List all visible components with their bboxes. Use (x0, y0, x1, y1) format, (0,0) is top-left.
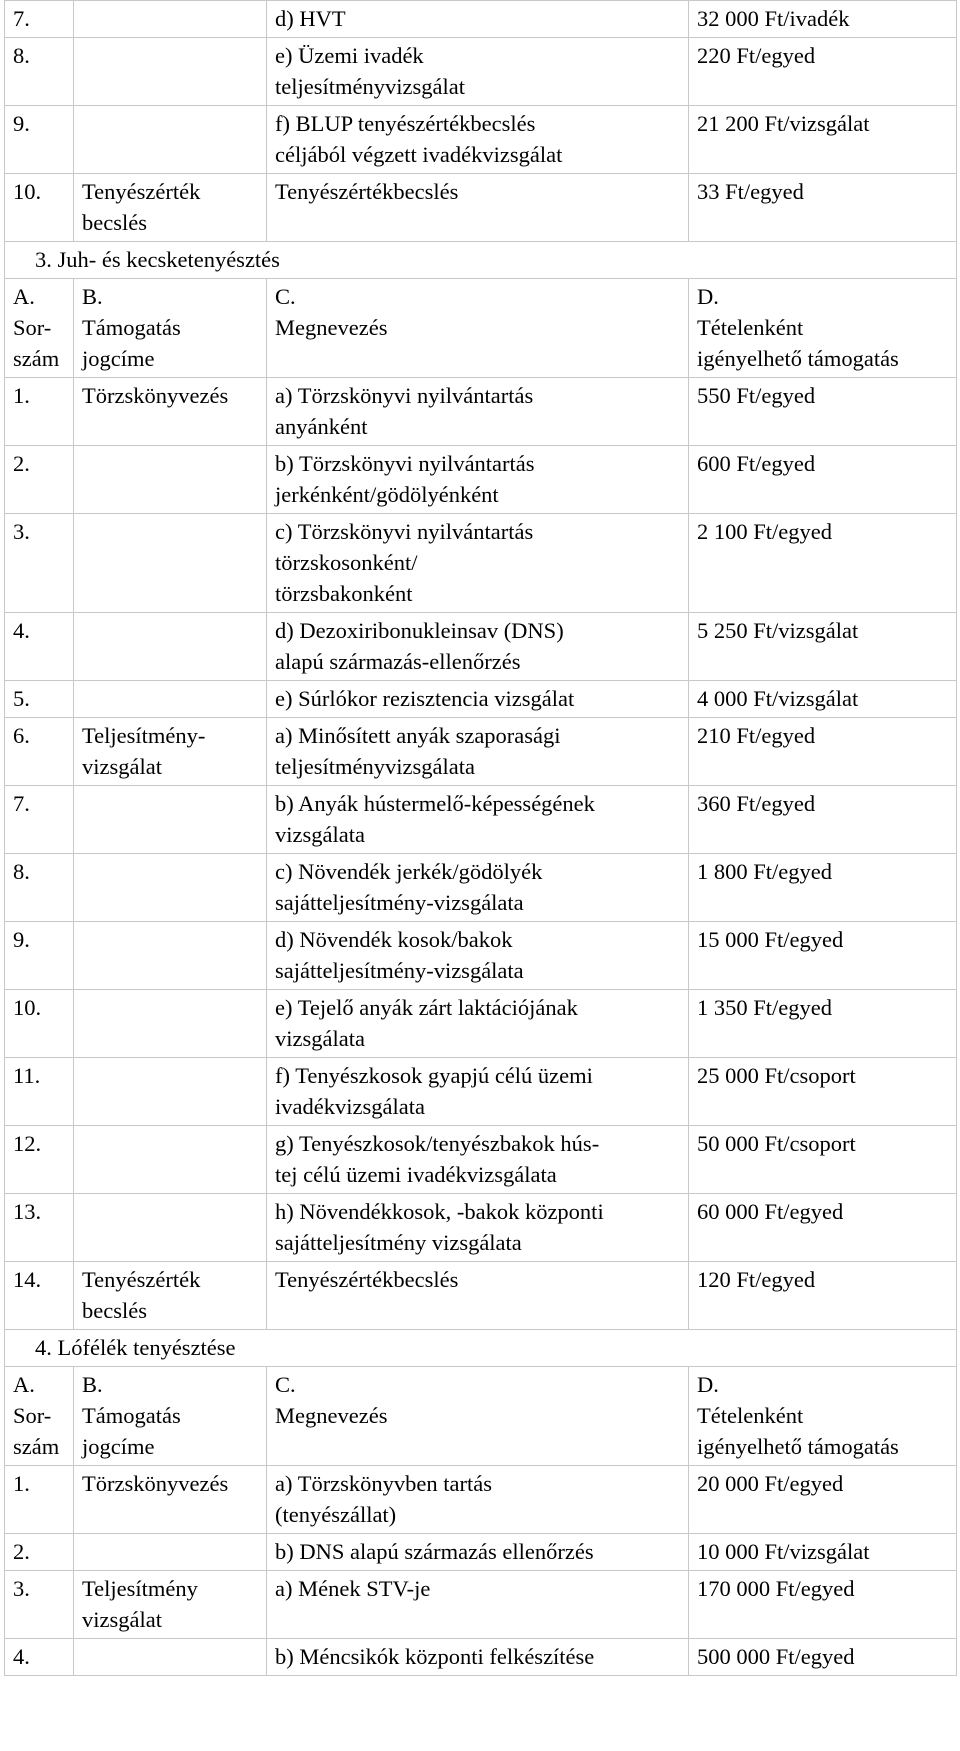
support-title (74, 1, 267, 38)
support-title (74, 1639, 267, 1676)
item-name: e) Tejelő anyák zárt laktációjának vizsgálata (267, 990, 689, 1058)
table-row (5, 990, 957, 1058)
support-title (74, 446, 267, 514)
table-row (5, 922, 957, 990)
table-row (5, 1534, 957, 1571)
table-row (5, 854, 957, 922)
support-title: Törzskönyvezés (74, 378, 267, 446)
item-name: a) Törzskönyvi nyilvántartás anyánként (267, 378, 689, 446)
section-title-row (5, 242, 957, 279)
column-header-a: A. Sor- szám (5, 1367, 74, 1466)
table-row (5, 1, 957, 38)
support-title (74, 854, 267, 922)
support-amount: 210 Ft/egyed (689, 718, 957, 786)
row-number: 1. (5, 1466, 74, 1534)
support-amount: 21 200 Ft/vizsgálat (689, 106, 957, 174)
support-title: Tenyészérték becslés (74, 1262, 267, 1330)
support-title (74, 786, 267, 854)
row-number: 3. (5, 1571, 74, 1639)
item-name: d) Növendék kosok/bakok sajátteljesítmény-vizsgálata (267, 922, 689, 990)
support-title: Törzskönyvezés (74, 1466, 267, 1534)
support-amount: 170 000 Ft/egyed (689, 1571, 957, 1639)
support-title (74, 681, 267, 718)
support-title (74, 922, 267, 990)
column-header-a: A. Sor- szám (5, 279, 74, 378)
column-header-b: B. Támogatás jogcíme (74, 1367, 267, 1466)
item-name: d) Dezoxiribonukleinsav (DNS) alapú származás-ellenőrzés (267, 613, 689, 681)
column-header-c: C. Megnevezés (267, 279, 689, 378)
row-number: 2. (5, 446, 74, 514)
support-amount: 550 Ft/egyed (689, 378, 957, 446)
support-amount: 220 Ft/egyed (689, 38, 957, 106)
support-title (74, 514, 267, 613)
column-header-row (5, 279, 957, 378)
support-amount: 1 800 Ft/egyed (689, 854, 957, 922)
support-amount: 600 Ft/egyed (689, 446, 957, 514)
row-number: 11. (5, 1058, 74, 1126)
item-name: d) HVT (267, 1, 689, 38)
support-amount: 60 000 Ft/egyed (689, 1194, 957, 1262)
support-title (74, 990, 267, 1058)
table-row (5, 1466, 957, 1534)
table-row (5, 718, 957, 786)
item-name: Tenyészértékbecslés (267, 174, 689, 242)
support-rates-table (4, 0, 957, 1676)
support-title (74, 1126, 267, 1194)
item-name: g) Tenyészkosok/tenyészbakok hús- tej célú üzemi ivadékvizsgálata (267, 1126, 689, 1194)
table-row (5, 174, 957, 242)
column-header-row (5, 1367, 957, 1466)
support-amount: 10 000 Ft/vizsgálat (689, 1534, 957, 1571)
table-row (5, 1639, 957, 1676)
row-number: 4. (5, 613, 74, 681)
table-row (5, 613, 957, 681)
item-name: c) Növendék jerkék/gödölyék sajátteljesítmény-vizsgálata (267, 854, 689, 922)
table-row (5, 1126, 957, 1194)
row-number: 7. (5, 786, 74, 854)
table-row (5, 1194, 957, 1262)
support-amount: 120 Ft/egyed (689, 1262, 957, 1330)
item-name: Tenyészértékbecslés (267, 1262, 689, 1330)
item-name: b) Anyák hústermelő-képességének vizsgálata (267, 786, 689, 854)
item-name: a) Minősített anyák szaporasági teljesítményvizsgálata (267, 718, 689, 786)
table-body (5, 1, 957, 1676)
support-title (74, 1534, 267, 1571)
table-row (5, 38, 957, 106)
row-number: 6. (5, 718, 74, 786)
support-title: Teljesítmény- vizsgálat (74, 718, 267, 786)
row-number: 2. (5, 1534, 74, 1571)
item-name: b) Törzskönyvi nyilvántartás jerkénként/gödölyénként (267, 446, 689, 514)
row-number: 1. (5, 378, 74, 446)
row-number: 9. (5, 106, 74, 174)
support-amount: 32 000 Ft/ivadék (689, 1, 957, 38)
support-title (74, 1194, 267, 1262)
row-number: 8. (5, 854, 74, 922)
item-name: f) BLUP tenyészértékbecslés céljából végzett ivadékvizsgálat (267, 106, 689, 174)
row-number: 14. (5, 1262, 74, 1330)
item-name: c) Törzskönyvi nyilvántartás törzskosonként/ törzsbakonként (267, 514, 689, 613)
column-header-b: B. Támogatás jogcíme (74, 279, 267, 378)
table-row (5, 514, 957, 613)
table-row (5, 786, 957, 854)
column-header-c: C. Megnevezés (267, 1367, 689, 1466)
support-title: Teljesítmény vizsgálat (74, 1571, 267, 1639)
row-number: 7. (5, 1, 74, 38)
row-number: 10. (5, 174, 74, 242)
section-title: 3. Juh- és kecsketenyésztés (5, 242, 957, 279)
row-number: 8. (5, 38, 74, 106)
table-row (5, 1058, 957, 1126)
row-number: 13. (5, 1194, 74, 1262)
support-title (74, 613, 267, 681)
support-amount: 33 Ft/egyed (689, 174, 957, 242)
support-amount: 500 000 Ft/egyed (689, 1639, 957, 1676)
support-title (74, 106, 267, 174)
item-name: h) Növendékkosok, -bakok központi sajátteljesítmény vizsgálata (267, 1194, 689, 1262)
item-name: a) Mének STV-je (267, 1571, 689, 1639)
column-header-d: D. Tételenként igényelhető támogatás (689, 279, 957, 378)
support-amount: 1 350 Ft/egyed (689, 990, 957, 1058)
item-name: e) Súrlókor rezisztencia vizsgálat (267, 681, 689, 718)
item-name: a) Törzskönyvben tartás (tenyészállat) (267, 1466, 689, 1534)
item-name: b) DNS alapú származás ellenőrzés (267, 1534, 689, 1571)
item-name: f) Tenyészkosok gyapjú célú üzemi ivadékvizsgálata (267, 1058, 689, 1126)
support-amount: 20 000 Ft/egyed (689, 1466, 957, 1534)
row-number: 5. (5, 681, 74, 718)
support-amount: 360 Ft/egyed (689, 786, 957, 854)
table-row (5, 1571, 957, 1639)
table-row (5, 378, 957, 446)
support-title (74, 38, 267, 106)
row-number: 4. (5, 1639, 74, 1676)
table-row (5, 1262, 957, 1330)
row-number: 9. (5, 922, 74, 990)
support-title: Tenyészérték becslés (74, 174, 267, 242)
table-row (5, 681, 957, 718)
column-header-d: D. Tételenként igényelhető támogatás (689, 1367, 957, 1466)
section-title: 4. Lófélék tenyésztése (5, 1330, 957, 1367)
support-amount: 5 250 Ft/vizsgálat (689, 613, 957, 681)
support-amount: 25 000 Ft/csoport (689, 1058, 957, 1126)
item-name: b) Méncsikók központi felkészítése (267, 1639, 689, 1676)
table-row (5, 446, 957, 514)
section-title-row (5, 1330, 957, 1367)
row-number: 12. (5, 1126, 74, 1194)
support-amount: 4 000 Ft/vizsgálat (689, 681, 957, 718)
table-row (5, 106, 957, 174)
support-amount: 50 000 Ft/csoport (689, 1126, 957, 1194)
item-name: e) Üzemi ivadék teljesítményvizsgálat (267, 38, 689, 106)
support-title (74, 1058, 267, 1126)
row-number: 10. (5, 990, 74, 1058)
support-amount: 2 100 Ft/egyed (689, 514, 957, 613)
row-number: 3. (5, 514, 74, 613)
support-amount: 15 000 Ft/egyed (689, 922, 957, 990)
